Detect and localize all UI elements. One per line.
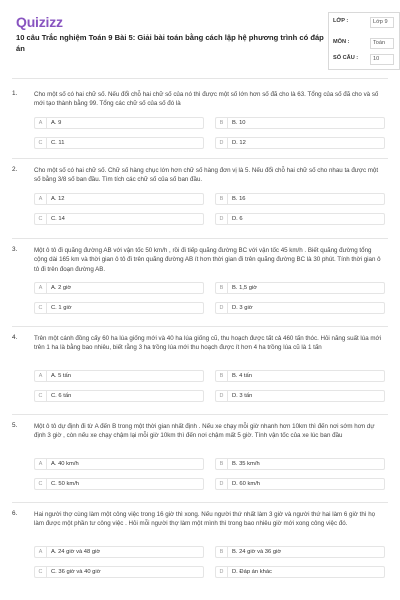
question-count-value: 10 [370, 54, 394, 65]
option-text: A. 9 [51, 119, 62, 126]
option-letter-badge: D [216, 214, 228, 224]
answer-option-b[interactable] [215, 193, 385, 205]
question-number: 1. [12, 90, 18, 97]
option-text: D. Đáp án khác [232, 569, 272, 576]
option-letter-badge: D [216, 138, 228, 148]
question-number: 3. [12, 246, 18, 253]
option-text: B. 1,5 giờ [232, 285, 258, 292]
option-text: C. 50 km/h [51, 481, 80, 488]
option-text: C. 1 giờ [51, 305, 72, 312]
question-divider [12, 238, 388, 239]
question-block [12, 90, 388, 166]
option-text: A. 5 tấn [51, 373, 71, 380]
question-count-label: SỐ CÂU : [333, 55, 359, 61]
option-text: C. 14 [51, 215, 65, 222]
option-text: B. 4 tấn [232, 373, 252, 380]
option-text: A. 24 giờ và 48 giờ [51, 549, 101, 556]
quizizz-logo: Quizizz [16, 14, 63, 30]
option-text: B. 16 [232, 195, 246, 202]
option-letter-badge: C [35, 567, 47, 577]
question-text: Một ô tô đi quãng đường AB với vận tốc 50 km/h , rồi đi tiếp quãng đường BC với vận tốc 45 km/h . Biết quãng đường tổng cộng dài 165 km và thời gian ô tô đi trên quãng đường AB ít hơn thời gian đi trên quãng đường BC là 30 phút. Tính thời gian ô tô đi trên đoạn đường AB. [34, 247, 381, 273]
worksheet-header [12, 12, 388, 70]
answer-option-b[interactable] [215, 458, 385, 470]
answer-option-d[interactable] [215, 390, 385, 402]
answer-option-c[interactable] [34, 213, 204, 225]
answer-option-b[interactable] [215, 370, 385, 382]
option-letter-badge: C [35, 138, 47, 148]
option-letter-badge: A [35, 547, 47, 557]
option-letter-badge: B [216, 459, 228, 469]
answer-option-b[interactable] [215, 546, 385, 558]
answer-option-a[interactable] [34, 458, 204, 470]
option-text: C. 6 tấn [51, 393, 72, 400]
option-text: A. 2 giờ [51, 285, 72, 292]
option-text: D. 60 km/h [232, 481, 261, 488]
subject-value: Toán [370, 38, 394, 49]
answer-option-b[interactable] [215, 282, 385, 294]
question-text: Cho một số có hai chữ số. Chữ số hàng chục lớn hơn chữ số hàng đơn vị là 5. Nếu đổi chỗ hai chữ số cho nhau ta được một số bằng 3/8 số ban đầu. Tìm tích các chữ số của số ban đầu. [34, 167, 379, 184]
option-text: D. 3 giờ [232, 305, 253, 312]
answer-option-c[interactable] [34, 478, 204, 490]
option-text: C. 11 [51, 139, 65, 146]
answer-option-d[interactable] [215, 302, 385, 314]
question-text: Hai người thợ cùng làm một công việc trong 16 giờ thì xong. Nếu người thứ nhất làm 3 giờ và người thứ hai làm 6 giờ thì họ làm được một phần tư công việc . Hỏi mỗi người thợ làm một mình thì trong bao nhiêu giờ mới xong công việc đó. [34, 511, 376, 528]
question-block [12, 334, 388, 410]
question-divider [12, 326, 388, 327]
worksheet-title: 10 câu Trắc nghiệm Toán 9 Bài 5: Giải bài toán bằng cách lập hệ phương trình có đáp án [16, 33, 324, 53]
option-letter-badge: A [35, 118, 47, 128]
question-number: 4. [12, 334, 18, 341]
question-block [12, 246, 388, 322]
option-letter-badge: A [35, 371, 47, 381]
answer-option-d[interactable] [215, 566, 385, 578]
class-value: Lớp 9 [370, 17, 394, 28]
option-text: B. 10 [232, 119, 246, 126]
option-letter-badge: B [216, 547, 228, 557]
header-divider [12, 78, 388, 79]
question-text: Trên một cánh đồng cấy 60 ha lúa giống mới và 40 ha lúa giống cũ, thu hoạch được tất cả 460 tấn thóc. Hỏi năng suất lúa mới trên 1 ha là bằng bao nhiêu, biết rằng 3 ha trồng lúa mới thu hoạch được ít hơn 4 ha trồng lúa cũ là 1 tấn [34, 335, 381, 352]
question-number: 5. [12, 422, 18, 429]
question-number: 6. [12, 510, 18, 517]
question-block [12, 510, 388, 586]
question-number: 2. [12, 166, 18, 173]
question-block [12, 422, 388, 498]
subject-label: MÔN : [333, 39, 350, 45]
option-letter-badge: D [216, 479, 228, 489]
answer-option-a[interactable] [34, 546, 204, 558]
question-text: Cho một số có hai chữ số. Nếu đổi chỗ hai chữ số của nó thì được một số lớn hơn số đã cho là 63. Tổng của số đã cho và số mới tạo thành bằng 99. Tổng các chữ số của số đó là [34, 91, 379, 108]
option-text: D. 12 [232, 139, 246, 146]
option-letter-badge: A [35, 194, 47, 204]
question-divider [12, 414, 388, 415]
option-text: D. 6 [232, 215, 243, 222]
option-text: B. 35 km/h [232, 461, 260, 468]
answer-option-d[interactable] [215, 478, 385, 490]
answer-option-a[interactable] [34, 370, 204, 382]
option-letter-badge: B [216, 371, 228, 381]
answer-option-c[interactable] [34, 137, 204, 149]
answer-option-b[interactable] [215, 117, 385, 129]
option-letter-badge: C [35, 214, 47, 224]
option-text: C. 36 giờ và 40 giờ [51, 569, 101, 576]
option-letter-badge: D [216, 567, 228, 577]
question-text: Một ô tô dự định đi từ A đến B trong một thời gian nhất định . Nếu xe chạy mỗi giờ nhanh hơn 10km thì đến nơi sớm hơn dự định 3 giờ , còn nếu xe chạy chậm lại mỗi giờ 10km thì đến nơi chậm mất 5 giờ. Tính vận tốc của xe lúc ban đầu [34, 423, 375, 440]
question-block [12, 166, 388, 242]
option-letter-badge: B [216, 194, 228, 204]
option-letter-badge: A [35, 283, 47, 293]
option-text: A. 40 km/h [51, 461, 79, 468]
option-text: A. 12 [51, 195, 65, 202]
answer-option-a[interactable] [34, 193, 204, 205]
option-letter-badge: B [216, 283, 228, 293]
option-letter-badge: C [35, 479, 47, 489]
option-letter-badge: C [35, 391, 47, 401]
answer-option-c[interactable] [34, 566, 204, 578]
option-text: D. 3 tấn [232, 393, 253, 400]
option-letter-badge: D [216, 391, 228, 401]
option-letter-badge: C [35, 303, 47, 313]
answer-option-c[interactable] [34, 302, 204, 314]
class-label: LỚP : [333, 18, 349, 24]
answer-option-d[interactable] [215, 137, 385, 149]
answer-option-d[interactable] [215, 213, 385, 225]
answer-option-a[interactable] [34, 282, 204, 294]
option-letter-badge: D [216, 303, 228, 313]
worksheet-info-box [328, 12, 400, 70]
question-divider [12, 158, 388, 159]
answer-option-c[interactable] [34, 390, 204, 402]
option-letter-badge: A [35, 459, 47, 469]
question-divider [12, 502, 388, 503]
option-text: B. 24 giờ và 36 giờ [232, 549, 282, 556]
answer-option-a[interactable] [34, 117, 204, 129]
option-letter-badge: B [216, 118, 228, 128]
